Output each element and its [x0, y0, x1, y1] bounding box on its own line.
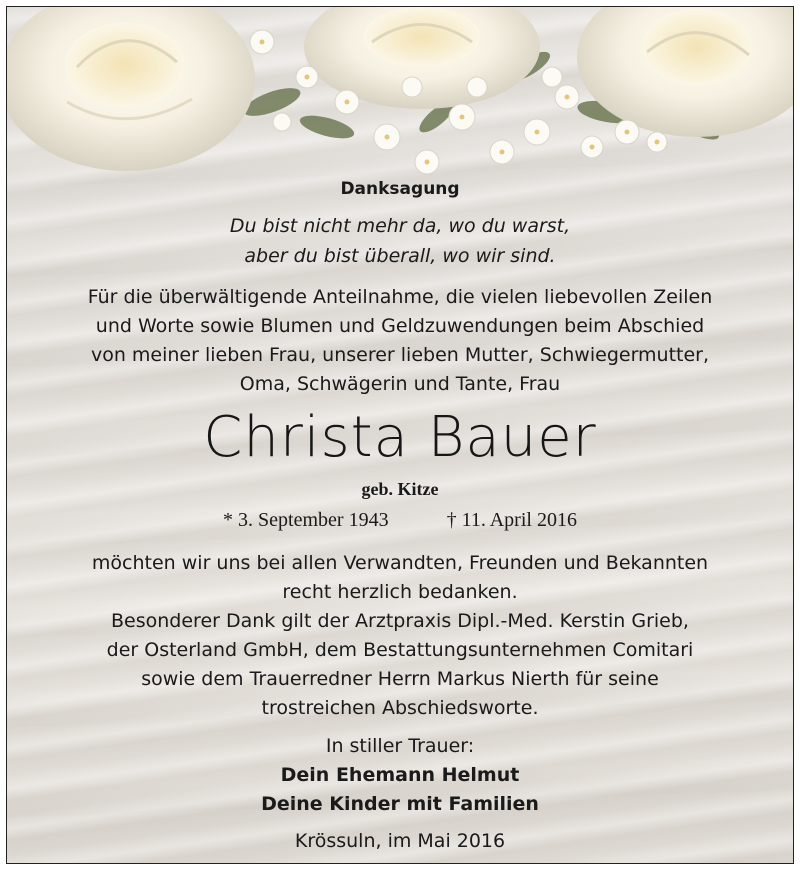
- intro-line: von meiner lieben Frau, unserer lieben Mutter, Schwiegermutter,: [90, 344, 710, 366]
- maiden-name: geb. Kitze: [361, 479, 439, 499]
- place-date: Krössuln, im Mai 2016: [294, 830, 506, 852]
- thanks-line: möchten wir uns bei allen Verwandten, Freunden und Bekannten: [91, 552, 709, 574]
- thanks-line: sowie dem Trauerredner Herrn Markus Nierth für seine: [141, 668, 659, 690]
- obituary-card: [6, 6, 794, 864]
- thanks-line: trostreichen Abschiedsworte.: [261, 697, 539, 719]
- death-date: † 11. April 2016: [446, 509, 577, 531]
- birth-date: * 3. September 1943: [223, 509, 389, 531]
- thanks-line: Besonderer Dank gilt der Arztpraxis Dipl.-Med. Kerstin Grieb,: [111, 610, 689, 632]
- signatory: Deine Kinder mit Familien: [261, 793, 539, 815]
- thanks-line: der Osterland GmbH, dem Bestattungsunternehmen Comitari: [106, 639, 694, 661]
- poem-line: aber du bist überall, wo wir sind.: [244, 245, 556, 267]
- intro-line: Für die überwältigende Anteilnahme, die vielen liebevollen Zeilen: [87, 286, 713, 308]
- heading: Danksagung: [340, 179, 460, 199]
- intro-line: und Worte sowie Blumen und Geldzuwendungen beim Abschied: [95, 315, 705, 337]
- intro-line: Oma, Schwägerin und Tante, Frau: [239, 373, 561, 395]
- deceased-name: Christa Bauer: [203, 405, 597, 470]
- poem-line: Du bist nicht mehr da, wo du warst,: [229, 215, 571, 237]
- mourning-label: In stiller Trauer:: [325, 735, 475, 757]
- signatory: Dein Ehemann Helmut: [280, 764, 520, 786]
- thanks-line: recht herzlich bedanken.: [282, 581, 518, 603]
- life-dates: [7, 509, 793, 532]
- notice-text: [7, 7, 793, 863]
